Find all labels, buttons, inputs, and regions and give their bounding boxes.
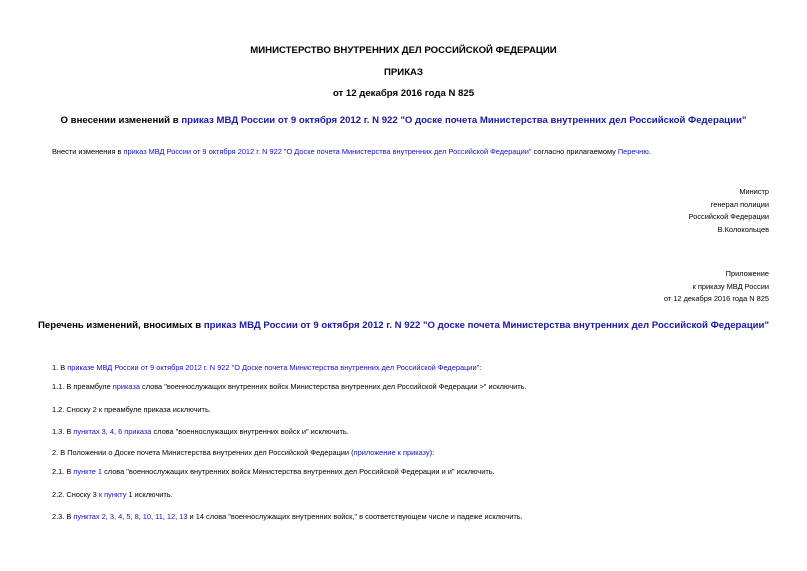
intro-paragraph: [52, 146, 651, 157]
item-2-3-link[interactable]: 11: [155, 512, 163, 521]
item-1-3-sep: ,: [113, 427, 119, 436]
item-2-2-suffix: 1 исключить.: [126, 490, 173, 499]
appendix-line: к приказу МВД России: [692, 281, 769, 291]
item-1-1-order-link[interactable]: приказа: [112, 382, 140, 391]
item-2-3-link[interactable]: 5: [126, 512, 131, 521]
item-1: [52, 362, 481, 373]
item-2-3-sep: ,: [122, 512, 127, 521]
item-2-1-prefix: 2.1. В: [52, 467, 74, 476]
item-2-3-link[interactable]: 10: [142, 512, 152, 521]
signature-line: В.Колокольцев: [717, 224, 769, 234]
title-order-link[interactable]: приказ МВД России от 9 октября 2012 г. N 922 "О доске почета Министерства внутренних дел Российской Федерации": [181, 115, 747, 126]
item-2-appendix-link[interactable]: приложение к приказу: [353, 448, 430, 457]
item-1-1-prefix: 1.1. В преамбуле: [52, 382, 113, 391]
item-2-3-link[interactable]: 12: [166, 512, 176, 521]
item-2-3-link[interactable]: 4: [118, 512, 123, 521]
item-1-3-sep: ,: [105, 427, 110, 436]
item-1-prefix: 1. В: [52, 363, 68, 372]
item-2-3-sep: и: [187, 512, 196, 521]
list-title-prefix: Перечень изменений, вносимых в: [37, 320, 204, 331]
item-2-3-link[interactable]: пунктах 2: [73, 512, 106, 521]
item-2-suffix: ):: [429, 448, 435, 457]
item-1-order-link[interactable]: приказе МВД России от 9 октября 2012 г. N 922 "О Доске почета Министерства внутренних дел Российской Федерации": [67, 363, 480, 372]
appendix-line: от 12 декабря 2016 года N 825: [663, 294, 769, 303]
item-1-1: [52, 381, 527, 392]
item-1-suffix: :: [479, 363, 482, 372]
item-2-3-link[interactable]: 8: [134, 512, 139, 521]
item-1-3-suffix: слова "военнослужащих внутренних войск и" исключить.: [151, 427, 349, 436]
item-1-3-link[interactable]: пунктах 3: [73, 427, 106, 436]
signature-block: [689, 186, 769, 236]
intro-middle: согласно прилагаемому: [531, 147, 618, 156]
intro-suffix: .: [648, 147, 651, 156]
intro-order-link[interactable]: приказ МВД России от 9 октября 2012 г. N 922 "О Доске почета Министерства внутренних дел Российской Федерации": [123, 147, 532, 156]
item-2-3-sep: ,: [151, 512, 156, 521]
appendix-line: Приложение: [725, 269, 769, 278]
item-2-3-sep: ,: [138, 512, 143, 521]
item-2-3: [52, 511, 523, 522]
ministry-heading: МИНИСТЕРСТВО ВНУТРЕННИХ ДЕЛ РОССИЙСКОЙ ФЕДЕРАЦИИ: [250, 45, 557, 56]
item-1-3-prefix: 1.3. В: [52, 427, 74, 436]
item-2-1-suffix: слова "военнослужащих внутренних войск Министерства внутренних дел Российской Федерации и и" исключить.: [102, 467, 495, 476]
title-prefix: О внесении изменений в: [60, 115, 182, 126]
signature-line: Министр: [739, 187, 769, 196]
item-1-1-suffix: слова "военнослужащих внутренних войск Министерства внутренних дел Российской Федерации >" исключить.: [139, 382, 527, 391]
item-2-3-link[interactable]: 3: [109, 512, 114, 521]
item-2-3-sep: ,: [113, 512, 119, 521]
item-2-3-sep: ,: [130, 512, 135, 521]
intro-list-link[interactable]: Перечню: [617, 147, 649, 156]
item-2-3-prefix: 2.3. В: [52, 512, 74, 521]
document-date-number: от 12 декабря 2016 года N 825: [332, 88, 475, 99]
document-type-heading: ПРИКАЗ: [384, 67, 423, 78]
item-2-prefix: 2. В Положении о Доске почета Министерства внутренних дел Российской Федерации (: [52, 448, 354, 457]
item-2-2-prefix: 2.2. Сноску 3: [52, 490, 99, 499]
item-1-3: [52, 426, 349, 437]
item-2: [52, 447, 434, 458]
item-2-3-link[interactable]: 13: [179, 512, 188, 521]
item-1-2: 1.2. Сноску 2 к преамбуле приказа исключить.: [52, 405, 211, 414]
item-2-3-sep: ,: [175, 512, 180, 521]
item-2-1-link[interactable]: пункте 1: [73, 467, 103, 476]
list-title-order-link[interactable]: приказ МВД России от 9 октября 2012 г. N 922 "О доске почета Министерства внутренних дел Российской Федерации": [203, 320, 769, 331]
item-2-3-sep: ,: [105, 512, 110, 521]
item-2-2-link[interactable]: к пункту: [98, 490, 127, 499]
item-2-2: [52, 489, 173, 500]
signature-line: Российской Федерации: [688, 212, 769, 221]
item-2-3-suffix: слова "военнослужащих внутренних войск," в соответствующем числе и падеже исключить.: [203, 512, 523, 521]
item-2-1: [52, 466, 495, 477]
item-2-3-sep: ,: [162, 512, 167, 521]
signature-line: генерал полиции: [710, 199, 769, 209]
item-1-3-link[interactable]: 4: [109, 427, 114, 436]
document-title: [0, 115, 807, 126]
intro-prefix: Внести изменения в: [52, 147, 124, 156]
list-title: [0, 320, 807, 331]
item-1-3-link[interactable]: 6 приказа: [118, 427, 152, 436]
item-2-3-tail: 14: [195, 512, 204, 521]
appendix-block: [664, 268, 769, 306]
